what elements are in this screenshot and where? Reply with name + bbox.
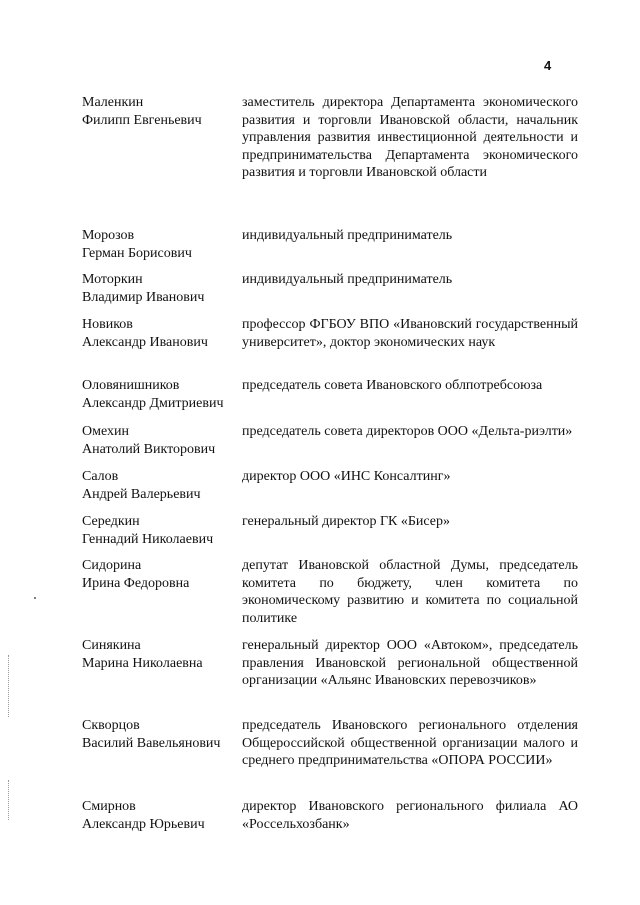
scan-margin-mark: [8, 780, 11, 820]
member-given-name: Андрей Валерьевич: [82, 487, 201, 502]
member-given-name: Ирина Федоровна: [82, 576, 190, 591]
scan-margin-mark: [8, 655, 11, 717]
member-surname: Новиков: [82, 317, 133, 332]
member-surname: Салов: [82, 469, 119, 484]
member-name: [82, 423, 232, 459]
member-given-name: Филипп Евгеньевич: [82, 113, 202, 128]
scan-speck: [34, 597, 36, 599]
member-name: [82, 557, 232, 593]
member-surname: Синякина: [82, 638, 141, 653]
member-surname: Моторкин: [82, 272, 143, 287]
member-name: [82, 637, 232, 673]
member-position: председатель совета Ивановского облпотребсоюза: [242, 378, 543, 393]
member-given-name: Александр Иванович: [82, 335, 208, 350]
member-name: [82, 227, 232, 263]
member-position: генеральный директор ООО «Автоком», председатель правления Ивановской региональной общественной организации «Альянс Ивановских перевозчиков»: [242, 638, 578, 689]
member-given-name: Александр Дмитриевич: [82, 396, 224, 411]
member-position: профессор ФГБОУ ВПО «Ивановский государственный университет», доктор экономических наук: [242, 317, 578, 350]
member-position: председатель Ивановского регионального отделения Общероссийской общественной организации малого и среднего предпринимательства «ОПОРА РОССИИ»: [242, 718, 578, 769]
member-position: индивидуальный предприниматель: [242, 228, 453, 243]
member-surname: Середкин: [82, 514, 140, 529]
member-given-name: Марина Николаевна: [82, 656, 203, 671]
member-name: [82, 468, 232, 504]
member-name: [82, 513, 232, 549]
member-surname: Оловянишников: [82, 378, 180, 393]
member-surname: Скворцов: [82, 718, 140, 733]
member-position: директор ООО «ИНС Консалтинг»: [242, 469, 451, 484]
member-given-name: Александр Юрьевич: [82, 817, 205, 832]
member-given-name: Василий Вавельянович: [82, 736, 221, 751]
member-name: [82, 377, 232, 413]
member-surname: Маленкин: [82, 95, 144, 110]
member-given-name: Герман Борисович: [82, 246, 192, 261]
member-position: председатель совета директоров ООО «Дельта-риэлти»: [242, 424, 573, 439]
member-given-name: Геннадий Николаевич: [82, 532, 214, 547]
member-position: генеральный директор ГК «Бисер»: [242, 514, 451, 529]
member-position: директор Ивановского регионального филиала АО «Россельхозбанк»: [242, 799, 578, 832]
member-position: индивидуальный предприниматель: [242, 272, 453, 287]
member-surname: Смирнов: [82, 799, 136, 814]
member-name: [82, 94, 232, 130]
member-position: депутат Ивановской областной Думы, председатель комитета по бюджету, член комитета по экономическому развитию и комитета по социальной политике: [242, 558, 578, 626]
member-surname: Сидорина: [82, 558, 142, 573]
member-name: [82, 271, 232, 307]
page-number: 4: [544, 58, 552, 73]
member-position: заместитель директора Департамента экономического развития и торговли Ивановской области, начальник управления развития инвестиционной деятельности и предпринимательства Департамента экономического развития и торговли Ивановской области: [242, 95, 578, 181]
member-name: [82, 798, 232, 834]
member-given-name: Владимир Иванович: [82, 290, 205, 305]
member-given-name: Анатолий Викторович: [82, 442, 216, 457]
member-surname: Морозов: [82, 228, 135, 243]
member-name: [82, 316, 232, 352]
member-surname: Омехин: [82, 424, 129, 439]
member-name: [82, 717, 232, 753]
